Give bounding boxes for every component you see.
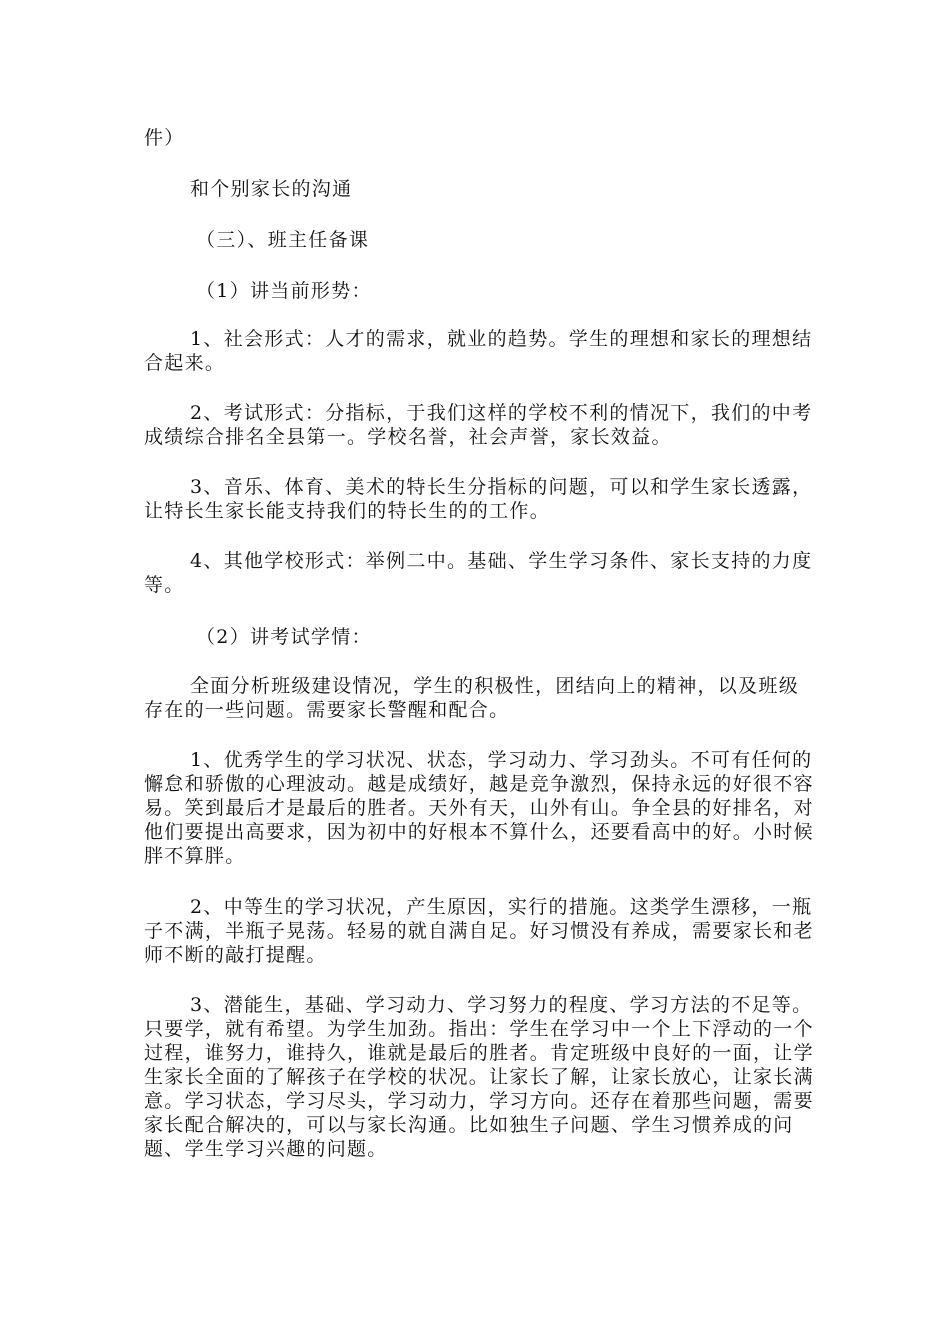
paragraph-middle-students: 2、中等生的学习状况，产生原因，实行的措施。这类学生漂移，一瓶子不满，半瓶子晃荡。轻易的就自满自足。好习惯没有养成，需要家长和老师不断的敲打提醒。 bbox=[144, 896, 814, 966]
subheading-exam-status: （2）讲考试学情： bbox=[196, 626, 372, 648]
paragraph-social-form: 1、社会形式：人才的需求，就业的趋势。学生的理想和家长的理想结合起来。 bbox=[144, 328, 813, 374]
subheading-current-situation: （1）讲当前形势： bbox=[196, 280, 372, 302]
paragraph-specialty-students: 3、音乐、体育、美术的特长生分指标的问题，可以和学生家长透露，让特长生家长能支持我们的特长生的的工作。 bbox=[144, 476, 813, 522]
section-heading-class-teacher-prep: （三）、班主任备课 bbox=[196, 229, 370, 251]
paragraph-other-schools: 4、其他学校形式：举例二中。基础、学生学习条件、家长支持的力度等。 bbox=[144, 550, 813, 596]
paragraph-potential-students: 3、潜能生，基础、学习动力、学习努力的程度、学习方法的不足等。只要学，就有希望。为学生加劲。指出：学生在学习中一个上下浮动的一个过程，谁努力，谁持久，谁就是最后的胜者。肯定班级中良好的一面，让学生家长全面的了解孩子在学校的状况。让家长了解，让家长放心，让家长满意。学习状态，学习尽头，学习动力，学习方向。还存在着那些问题，需要家长配合解决的，可以与家长沟通。比如独生子问题、学生习惯养成的问题、学生学习兴趣的问题。 bbox=[144, 994, 814, 1160]
paragraph-continuation: 件） bbox=[144, 127, 185, 149]
paragraph-exam-form: 2、考试形式：分指标，于我们这样的学校不利的情况下，我们的中考成绩综合排名全县第一。学校名誉，社会声誉，家长效益。 bbox=[144, 402, 813, 448]
paragraph-excellent-students: 1、优秀学生的学习状况、状态，学习动力、学习劲头。不可有任何的懈怠和骄傲的心理波动。越是成绩好，越是竞争激烈，保持永远的好很不容易。笑到最后才是最后的胜者。天外有天，山外有山。争全县的好排名，对他们要提出高要求，因为初中的好根本不算什么，还要看高中的好。小时候胖不算胖。 bbox=[144, 749, 814, 867]
paragraph-parent-communication: 和个别家长的沟通 bbox=[190, 178, 353, 200]
paragraph-class-analysis: 全面分析班级建设情况，学生的积极性，团结向上的精神，以及班级存在的一些问题。需要家长警醒和配合。 bbox=[144, 675, 800, 721]
